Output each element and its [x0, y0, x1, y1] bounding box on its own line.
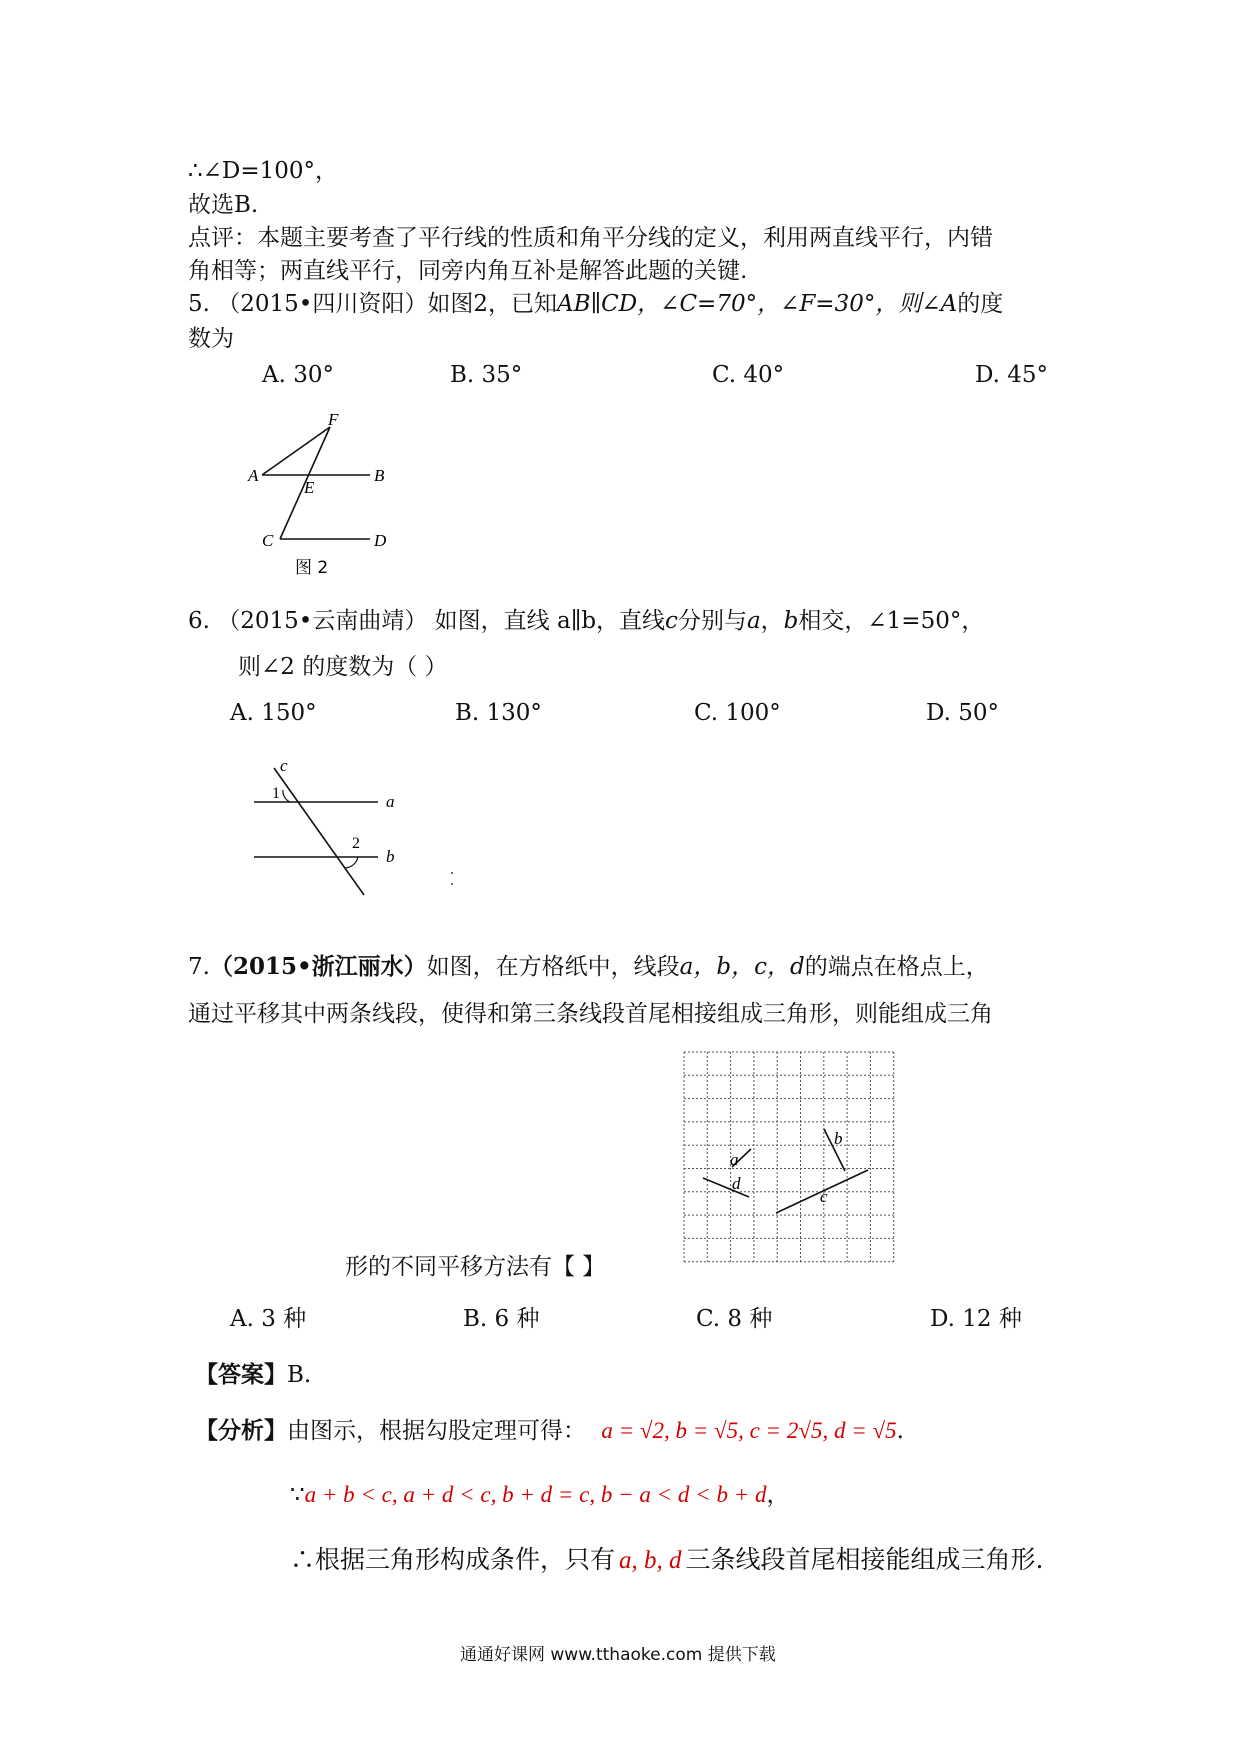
- q6-option-c[interactable]: C. 100°: [694, 700, 781, 726]
- q6-option-d[interactable]: D. 50°: [926, 700, 1000, 726]
- q7-option-d[interactable]: D. 12 种: [930, 1306, 1022, 1332]
- analysis-formula-2: a + b < c, a + d < c, b + d = c, b − a < d < b + d: [304, 1482, 767, 1507]
- q7-stem-src: （2015•浙江丽水）: [209, 953, 427, 980]
- q6-stem-f: b: [783, 608, 799, 634]
- analysis-line-2: [290, 1476, 789, 1509]
- q6-label-2: 2: [352, 835, 360, 852]
- q7-grid-figure: [682, 1050, 902, 1265]
- text-line-4: 角相等；两直线平行，同旁内角互补是解答此题的关键.: [188, 258, 748, 284]
- answer-line: [195, 1356, 311, 1389]
- q7-stem-a: 如图，在方格纸中，线段: [426, 954, 680, 980]
- q6-label-c: c: [280, 756, 288, 775]
- q6-option-a[interactable]: A. 150°: [230, 700, 317, 726]
- fig2-label-a: A: [248, 466, 259, 485]
- q6-stem-g: 相交，∠1=50°，: [798, 608, 985, 634]
- q7-stem-line2: 通过平移其中两条线段，使得和第三条线段首尾相接组成三角形，则能组成三角: [188, 1001, 993, 1027]
- q5-stem-c: 的度: [957, 291, 1004, 317]
- q7-stem: [188, 948, 989, 981]
- text-line-2: 故选B.: [188, 192, 259, 218]
- q7-stem-num: 7.: [188, 954, 210, 980]
- q7-option-c[interactable]: C. 8 种: [696, 1306, 773, 1332]
- q5-stem-line2: 数为: [188, 326, 234, 352]
- q5-option-c[interactable]: C. 40°: [712, 362, 785, 388]
- q7-option-b[interactable]: B. 6 种: [463, 1306, 540, 1332]
- q6-stem-line2: 则∠2 的度数为（ ）: [238, 654, 448, 680]
- q7-label-d: d: [732, 1174, 741, 1193]
- analysis-formula-2-end: ，: [766, 1482, 790, 1508]
- q6-label-a: a: [386, 792, 395, 811]
- analysis-therefore-b: 三条线段首尾相接能组成三角形.: [685, 1545, 1044, 1574]
- analysis-therefore-vars: a, b, d: [619, 1547, 682, 1574]
- text-line-3: 点评：本题主要考查了平行线的性质和角平分线的定义，利用两直线平行，内错: [188, 225, 993, 251]
- fig2-label-e: E: [304, 478, 315, 497]
- q6-stem: [188, 602, 984, 635]
- q6-option-b[interactable]: B. 130°: [455, 700, 542, 726]
- text-line-1: ∴∠D=100°，: [188, 158, 339, 184]
- q7-option-a[interactable]: A. 3 种: [230, 1306, 307, 1332]
- analysis-therefore-a: ∴根据三角形构成条件，只有: [290, 1545, 616, 1574]
- fig2-caption: 图 2: [295, 558, 329, 578]
- q6-stem-c: 分别与: [677, 608, 747, 634]
- q6-label-1: 1: [272, 785, 280, 802]
- analysis-formula-1-end: .: [896, 1418, 904, 1444]
- q5-stem-b: AB∥CD，∠C=70°，∠F=30°，则∠A: [557, 291, 958, 317]
- analysis-text: 由图示，根据勾股定理可得：: [287, 1418, 586, 1444]
- q5-option-d[interactable]: D. 45°: [975, 362, 1049, 388]
- q5-stem-a: 5. （2015•四川资阳）如图2，已知: [188, 291, 557, 317]
- q7-stem-line3: 形的不同平移方法有【 】: [345, 1254, 606, 1280]
- q5-option-b[interactable]: B. 35°: [450, 362, 523, 388]
- q6-stem-e: ，: [760, 608, 784, 634]
- q5-option-a[interactable]: A. 30°: [262, 362, 334, 388]
- q5-stem: [188, 285, 1003, 318]
- q6-label-b: b: [386, 847, 395, 866]
- because-symbol: ∵: [290, 1482, 305, 1508]
- q6-stem-b: c: [665, 608, 678, 634]
- analysis-line-1: [195, 1412, 904, 1445]
- analysis-tag: 【分析】: [195, 1417, 287, 1444]
- q7-stem-b: 的端点在格点上，: [804, 954, 989, 980]
- q7-label-a: a: [730, 1150, 739, 1169]
- q7-label-b: b: [834, 1129, 843, 1148]
- q5-figure: [250, 410, 450, 580]
- q7-stem-vars: a，b，c，d: [679, 954, 805, 980]
- q6-stem-d: a: [746, 608, 761, 634]
- page-footer: 通通好课网 www.tthaoke.com 提供下载: [460, 1645, 776, 1665]
- fig2-label-d: D: [374, 531, 387, 550]
- analysis-formula-1: a = √2, b = √5, c = 2√5, d = √5: [601, 1418, 897, 1443]
- answer-tag: 【答案】: [195, 1361, 287, 1388]
- fig2-label-f: F: [328, 410, 339, 429]
- analysis-line-3: [290, 1540, 1043, 1576]
- fig2-label-c: C: [262, 531, 274, 550]
- q7-label-c: c: [820, 1187, 828, 1206]
- fig2-label-b: B: [374, 466, 385, 485]
- q6-stem-a: 6. （2015•云南曲靖） 如图，直线 a∥b，直线: [188, 608, 666, 634]
- q6-figure: [250, 756, 470, 900]
- answer-value: B.: [287, 1362, 312, 1388]
